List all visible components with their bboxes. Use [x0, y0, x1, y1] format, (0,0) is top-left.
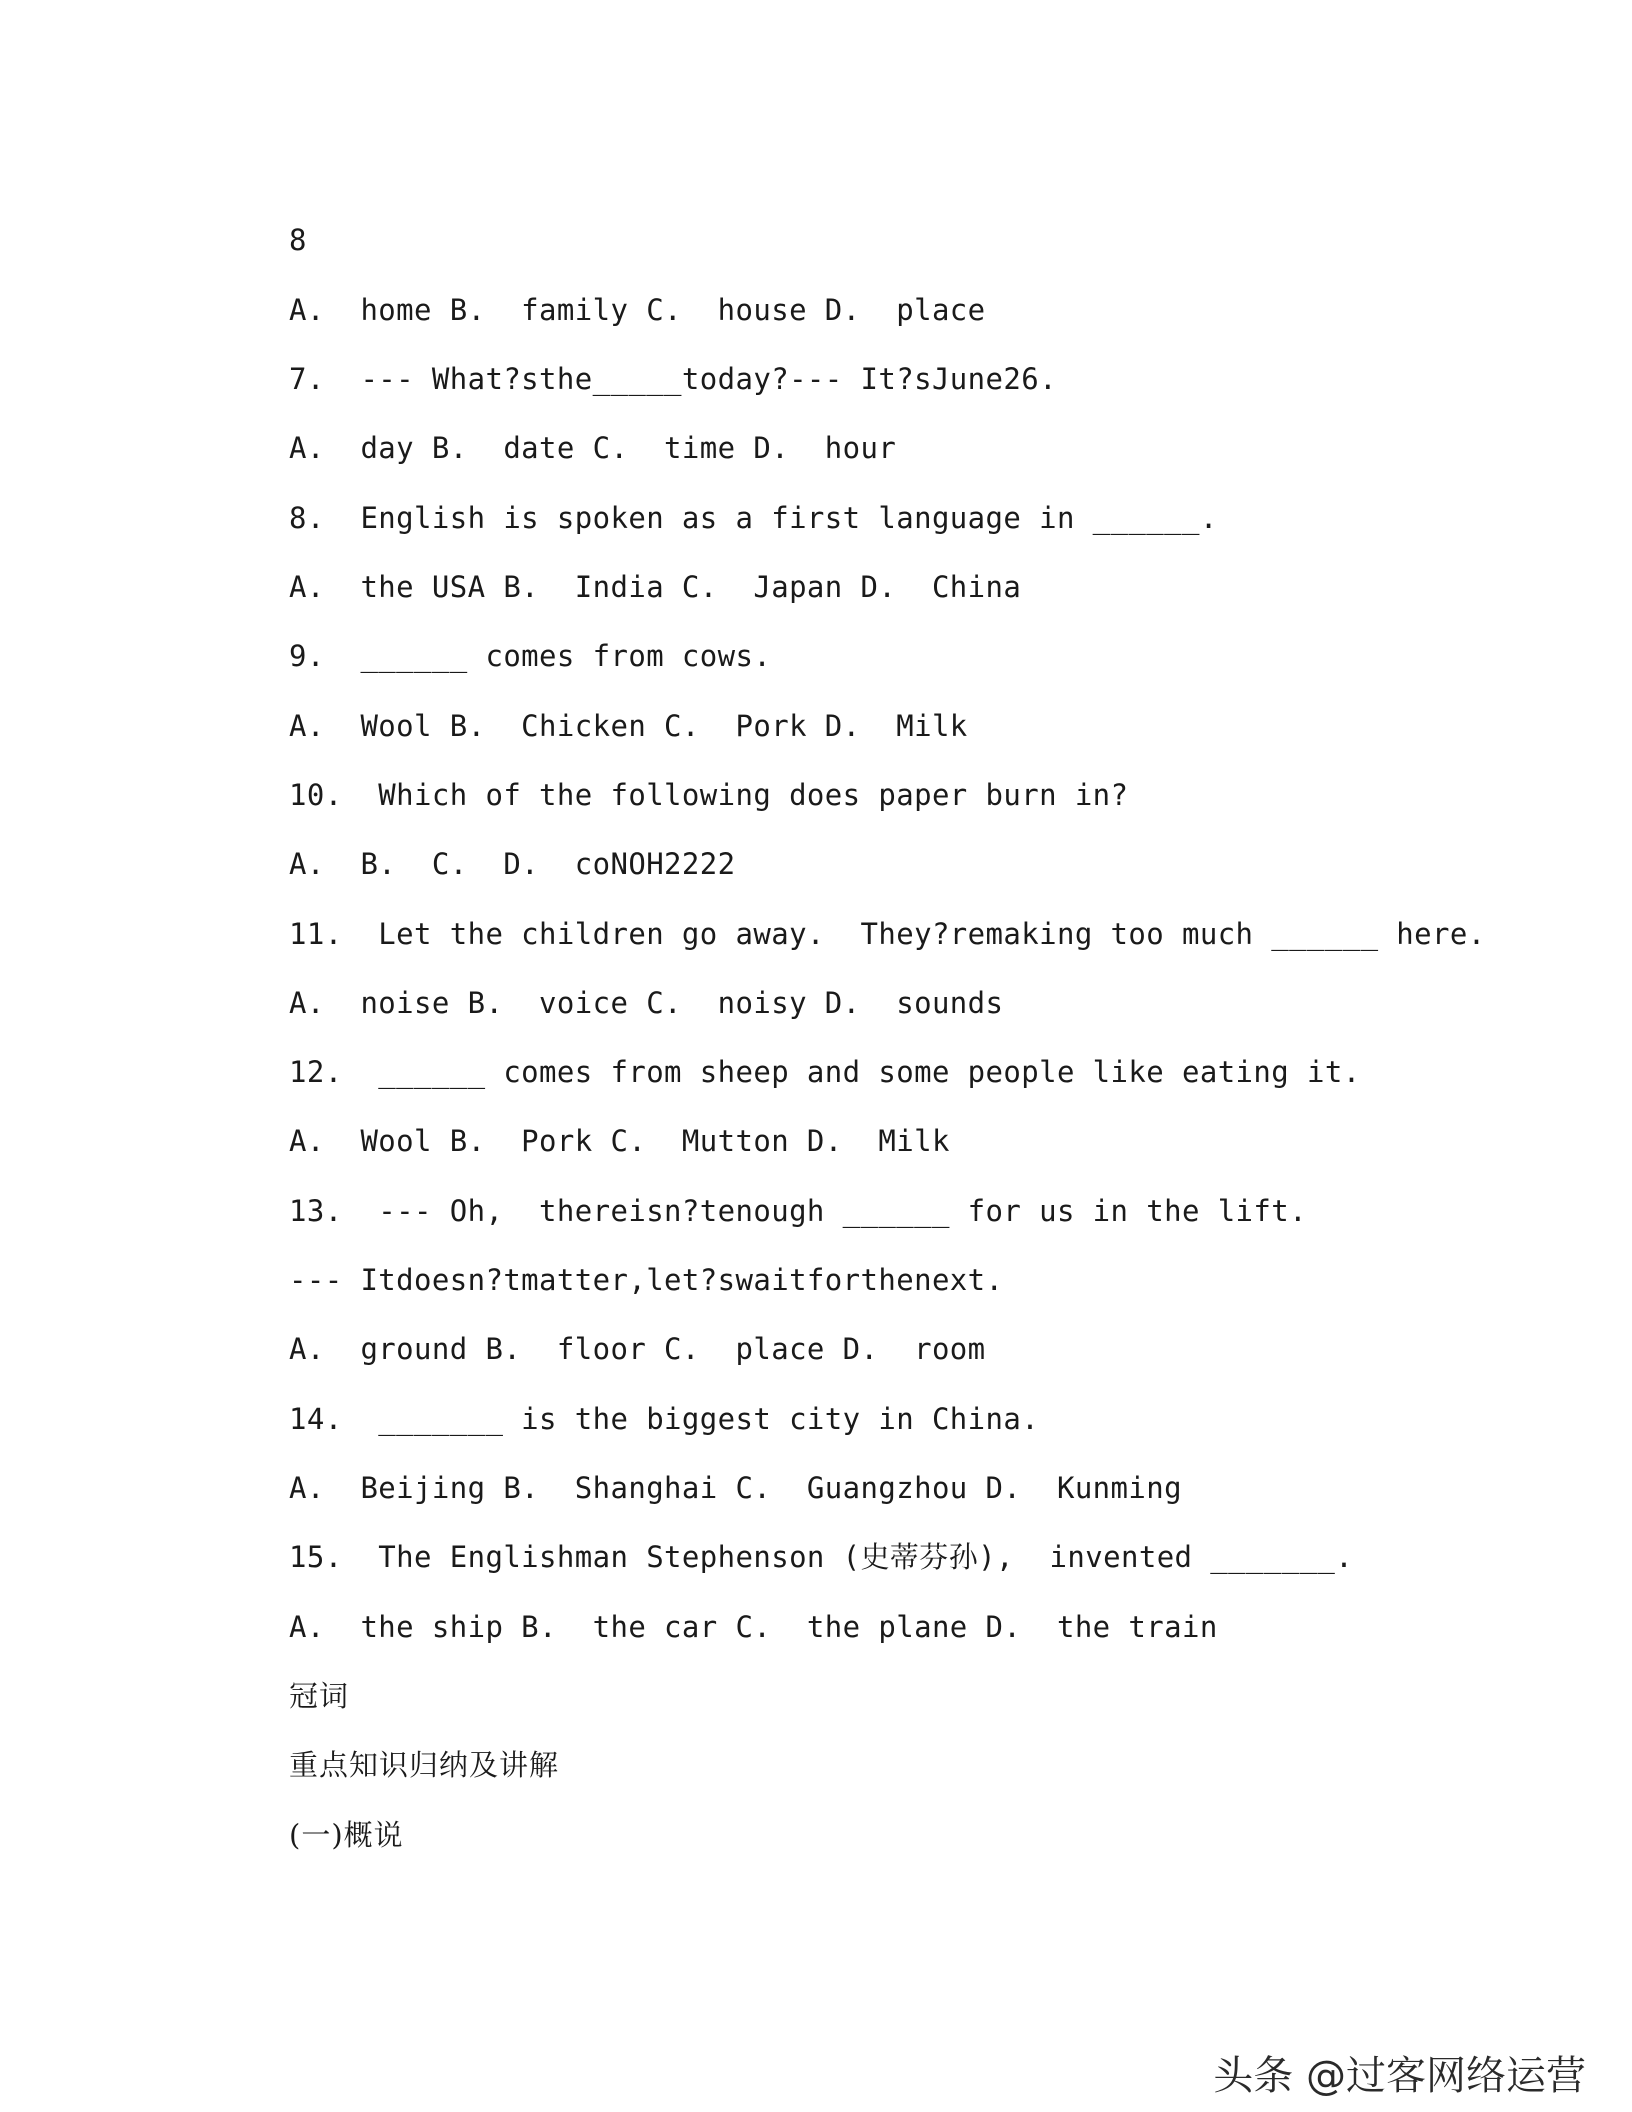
text-line: 9. ______ comes from cows. — [289, 639, 772, 673]
text-line: 7. --- What?sthe_____today?--- It?sJune26. — [289, 362, 1057, 396]
text-line: A. day B. date C. time D. hour — [289, 431, 897, 465]
text-line: 12. ______ comes from sheep and some people like eating it. — [289, 1055, 1361, 1089]
section-subheading: (一)概说 — [289, 1818, 404, 1852]
text-line: A. noise B. voice C. noisy D. sounds — [289, 986, 1004, 1020]
text-line: A. Beijing B. Shanghai C. Guangzhou D. Kunming — [289, 1471, 1182, 1505]
text-line: A. B. C. D. coNOH2222 — [289, 847, 736, 881]
text-line: 13. --- Oh, thereisn?tenough ______ for us in the lift. — [289, 1194, 1307, 1228]
section-subheading: 重点知识归纳及讲解 — [289, 1748, 560, 1782]
text-line: A. the USA B. India C. Japan D. China — [289, 570, 1022, 604]
section-heading: 冠词 — [289, 1679, 350, 1713]
text-line: 8. English is spoken as a first language in ______. — [289, 501, 1218, 535]
text-line: 10. Which of the following does paper burn in? — [289, 778, 1129, 812]
watermark: 头条 @过客网络运营 — [1213, 2053, 1586, 2099]
text-line: 8 — [289, 223, 307, 257]
text-line: A. home B. family C. house D. place — [289, 293, 986, 327]
text-line: --- Itdoesn?tmatter,let?swaitforthenext. — [289, 1263, 1004, 1297]
text-line: A. ground B. floor C. place D. room — [289, 1332, 986, 1366]
text-line: A. Wool B. Pork C. Mutton D. Milk — [289, 1124, 950, 1158]
text-line: 14. _______ is the biggest city in China. — [289, 1402, 1040, 1436]
text-line: A. Wool B. Chicken C. Pork D. Milk — [289, 709, 968, 743]
text-line: 15. The Englishman Stephenson (史蒂芬孙), invented _______. — [289, 1540, 1354, 1574]
text-line: 11. Let the children go away. They?remaking too much ______ here. — [289, 917, 1486, 951]
text-line: A. the ship B. the car C. the plane D. the train — [289, 1610, 1218, 1644]
